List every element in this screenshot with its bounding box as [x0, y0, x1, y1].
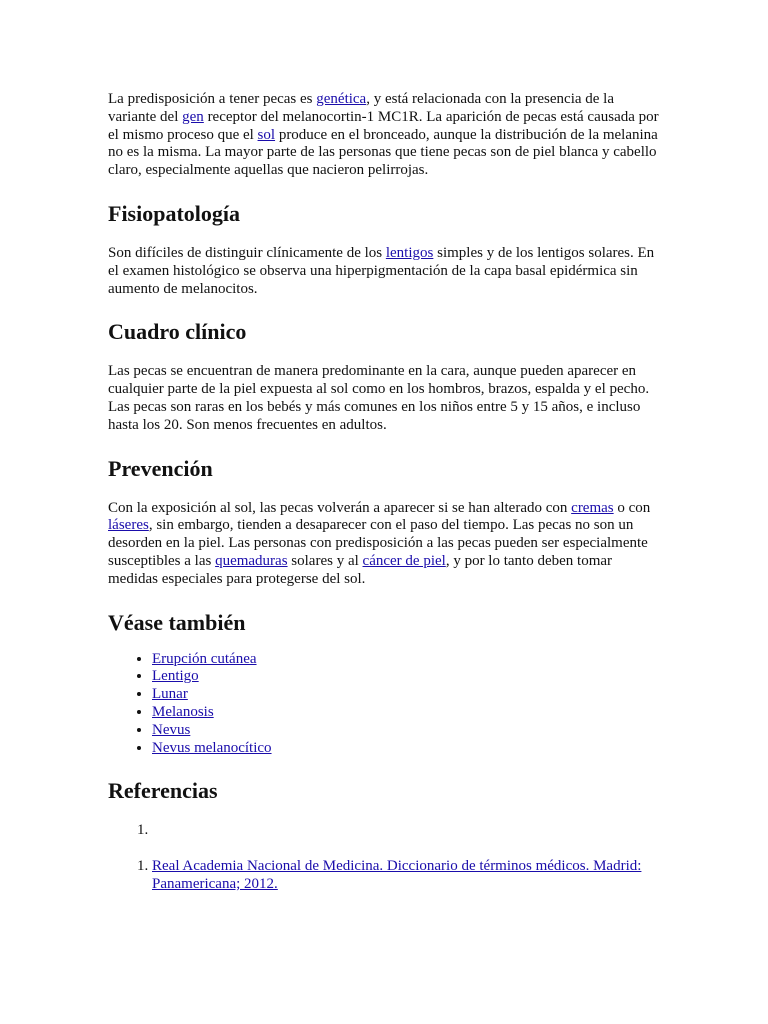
link-nevus[interactable]: Nevus [152, 721, 191, 738]
prev-text-5: , y por lo tanto deben tomar medidas especiales para protegerse del sol. [108, 552, 613, 587]
link-cancer-de-piel[interactable]: cáncer de piel [362, 552, 446, 569]
link-lentigos[interactable]: lentigos [385, 244, 434, 261]
heading-prevencion: Prevención [108, 455, 213, 481]
intro-text-4: produce en el bronceado, aunque la distribución de la melanina no es la misma. La mayor parte de las personas que tiene pecas son de piel blanca y cabello claro, especialmente aquellas que nacieron pelirrojas. [108, 126, 658, 179]
link-erupcion-cutanea[interactable]: Erupción cutánea [152, 650, 257, 667]
prevencion-paragraph [108, 500, 660, 589]
link-quemaduras[interactable]: quemaduras [215, 552, 288, 569]
link-nevus-melanocitico[interactable]: Nevus melanocítico [152, 739, 272, 756]
prev-text-2: o con [613, 499, 651, 516]
intro-paragraph [108, 0, 660, 180]
fisio-text-2: simples y de los lentigos solares. En el examen histológico se observa una hiperpigmentación de la capa basal epidérmica sin aumento de melanocitos. [108, 244, 655, 297]
link-sol[interactable]: sol [257, 126, 276, 143]
list-item [152, 740, 660, 758]
link-genetica[interactable]: genética [316, 91, 367, 107]
prev-text-1: Con la exposición al sol, las pecas volverán a aparecer si se han alterado con [108, 499, 572, 516]
prev-text-3: , sin embargo, tienden a desaparecer con el paso del tiempo. Las pecas no son un desorden en la piel. Las personas con predisposición a las pecas pueden ser especialmente susceptibles a las [108, 517, 648, 569]
fisio-text-1: Son difíciles de distinguir clínicamente de los [108, 244, 386, 261]
list-item [152, 668, 660, 686]
heading-cuadro-clinico: Cuadro clínico [108, 319, 247, 345]
link-lunar[interactable]: Lunar [152, 686, 188, 703]
heading-vease-tambien: Véase también [108, 609, 246, 635]
references-list-empty [108, 822, 660, 840]
reference-item [152, 858, 660, 894]
link-lentigo[interactable]: Lentigo [152, 668, 199, 685]
intro-text-2: , y está relacionada con la presencia de la variante del [108, 91, 615, 125]
cuadro-clinico-paragraph: Las pecas se encuentran de manera predominante en la cara, aunque pueden aparecer en cualquier parte de la piel expuesta al sol como en los hombros, brazos, espalda y el pecho. Las pecas son raras en los bebés y más comunes en los niños entre 5 y 15 años, e incluso hasta los 20. Son menos frecuentes en adultos. [108, 363, 650, 433]
intro-text-3: receptor del melanocortin-1 MC1R. La aparición de pecas está causada por el mismo proceso que el [108, 108, 659, 143]
references-list [108, 858, 660, 894]
link-laseres[interactable]: láseres [108, 517, 149, 534]
heading-fisiopatologia: Fisiopatología [108, 200, 241, 226]
see-also-list [108, 651, 660, 758]
reference-item-empty [152, 822, 660, 840]
fisiopatologia-paragraph [108, 245, 660, 298]
list-item [152, 704, 660, 722]
list-item [152, 651, 660, 669]
list-item [152, 686, 660, 704]
reference-link-1[interactable]: Real Academia Nacional de Medicina. Diccionario de términos médicos. Madrid: Panamericana; 2012. [152, 858, 642, 892]
link-gen[interactable]: gen [182, 108, 204, 125]
heading-referencias: Referencias [108, 778, 218, 804]
link-cremas[interactable]: cremas [571, 499, 614, 516]
link-melanosis[interactable]: Melanosis [152, 703, 214, 720]
prev-text-4: solares y al [287, 552, 363, 569]
list-item [152, 722, 660, 740]
intro-text-1: La predisposición a tener pecas es [108, 91, 317, 107]
